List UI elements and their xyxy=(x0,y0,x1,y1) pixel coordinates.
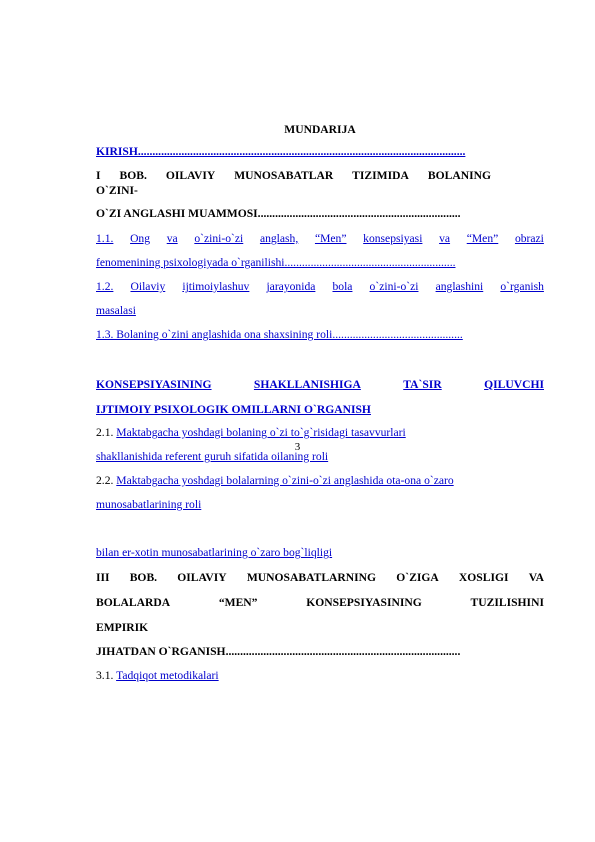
toc-number-3-1: 3.1. xyxy=(96,669,114,682)
toc-link-2-2[interactable]: Maktabgacha yoshdagi bolalarning o`zini-o`zi anglashida ota-ona o`zaro xyxy=(116,474,454,487)
toc-link-2-1[interactable]: Maktabgacha yoshdagi bolaning o`zi to`g`risidagi tasavvurlari xyxy=(116,426,406,439)
toc-link-1-1[interactable]: 1.1. Ong va o`zini-o`zi anglash, “Men” konsepsiyasi va “Men” obrazi xyxy=(96,232,544,245)
toc-link-1-3[interactable]: 1.3. Bolaning o`zini anglashida ona shaxsining roli............................................. xyxy=(96,328,463,341)
toc-section-2-1 xyxy=(96,426,544,440)
toc-link-1-2-line-2[interactable]: masalasi xyxy=(96,304,136,317)
toc-chapter-3-line-3: EMPIRIK xyxy=(96,621,149,634)
toc-chapter-3-line-1: III BOB. OILAVIY MUNOSABATLARNING O`ZIGA XOSLIGI VA xyxy=(96,571,544,584)
toc-link-chapter-2-line-3[interactable]: IJTIMOIY PSIXOLOGIK OMILLARNI O`RGANISH xyxy=(96,403,371,416)
toc-link-2-3-line-2[interactable]: bilan er-xotin munosabatlarining o`zaro bog`liqligi xyxy=(96,546,333,559)
toc-chapter-1-line-2: O`ZINI- xyxy=(96,184,138,197)
toc-link-1-2[interactable]: 1.2. Oilaviy ijtimoiylashuv jarayonida bola o`zini-o`zi anglashini o`rganish xyxy=(96,280,544,293)
page-number: 3 xyxy=(294,441,301,453)
toc-number-2-2: 2.2. xyxy=(96,474,114,487)
toc-section-3-1 xyxy=(96,669,544,683)
toc-link-2-2-line-2[interactable]: munosabatlarining roli xyxy=(96,498,202,511)
toc-link-2-1-line-2[interactable]: shakllanishida referent guruh sifatida oilaning roli xyxy=(96,450,329,463)
toc-chapter-1-line-3: O`ZI ANGLASHI MUAMMOSI...................................................................... xyxy=(96,207,461,220)
toc-link-chapter-2-line-2[interactable]: KONSEPSIYASINING SHAKLLANISHIGA TA`SIR QILUVCHI xyxy=(96,378,544,391)
toc-link-1-1-line-2[interactable]: fenomenining psixologiyada o`rganilishi........................................................... xyxy=(96,256,456,269)
toc-link-kirish[interactable]: KIRISH................................................................................................................. xyxy=(96,145,466,158)
toc-chapter-3-line-2: BOLALARDA “MEN” KONSEPSIYASINING TUZILISHINI xyxy=(96,596,544,609)
toc-number-2-1: 2.1. xyxy=(96,426,114,439)
toc-section-2-2 xyxy=(96,474,544,488)
toc-chapter-1-line-1: I BOB. OILAVIY MUNOSABATLAR TIZIMIDA BOLANING xyxy=(96,169,491,182)
toc-link-3-1[interactable]: Tadqiqot metodikalari xyxy=(116,669,219,682)
toc-heading: MUNDARIJA xyxy=(284,123,356,136)
toc-chapter-3-line-4: JIHATDAN O`RGANISH................................................................................. xyxy=(96,645,461,658)
